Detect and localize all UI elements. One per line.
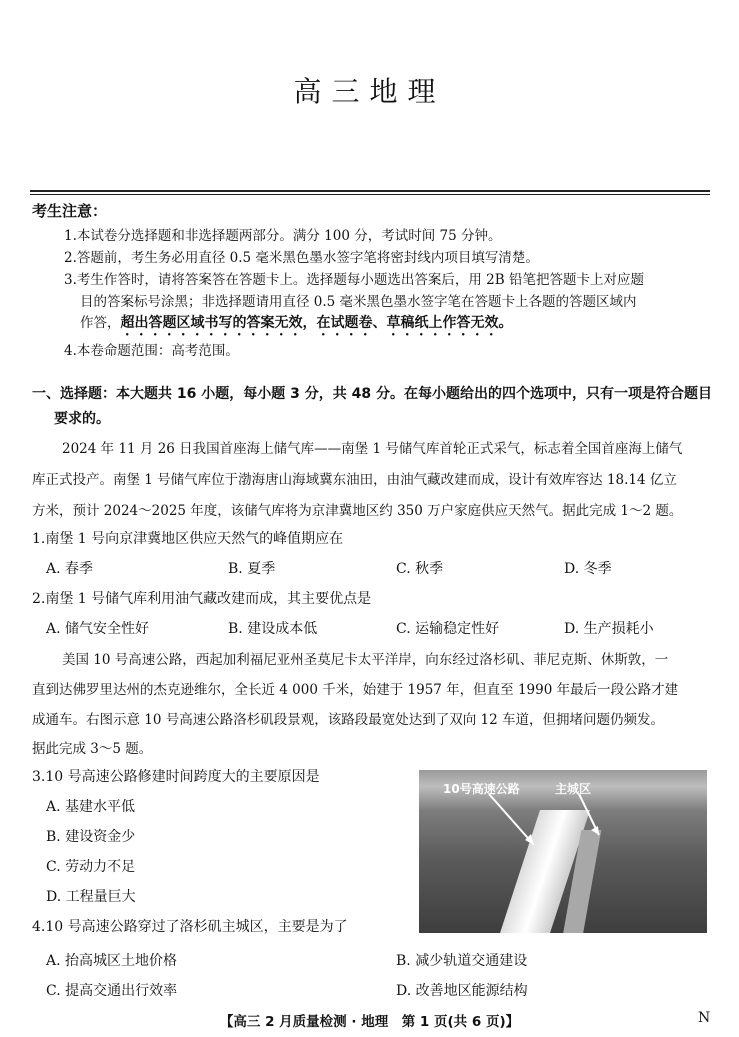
header-rule [30, 190, 710, 192]
passage-2-line-4: 据此完成 3～5 题。 [32, 741, 153, 757]
q2-option-b: B. 建设成本低 [228, 621, 318, 637]
notice-emphasis: 超出答题区域书写的答案无效，在试题卷、草稿纸上作答无效。 [120, 315, 513, 331]
passage-2-line-2: 直到达佛罗里达州的杰克逊维尔，全长近 4 000 千米，始建于 1957 年，但直至 1990 年最后一段公路才建 [32, 682, 679, 698]
q3-option-c: C. 劳动力不足 [46, 859, 136, 875]
q1-option-a: A. 春季 [46, 561, 94, 577]
q3-option-a: A. 基建水平低 [46, 799, 136, 815]
q4-option-a: A. 抬高城区土地价格 [46, 953, 178, 969]
notice-heading: 考生注意： [32, 202, 108, 220]
q3-option-d: D. 工程量巨大 [46, 889, 136, 905]
passage-2-line-1: 美国 10 号高速公路，西起加利福尼亚州圣莫尼卡太平洋岸，向东经过洛杉矶、菲尼克斯、休斯敦，一 [62, 652, 669, 668]
q3-option-b: B. 建设资金少 [46, 829, 136, 845]
q2-option-a: A. 储气安全性好 [46, 621, 150, 637]
notice-item-4: 4.本卷命题范围：高考范围。 [64, 343, 239, 359]
notice-item-3: 3.考生作答时，请将答案答在答题卡上。选择题每小题选出答案后，用 2B 铅笔把答题卡上对应题 [64, 272, 644, 288]
highway-aerial-photo [419, 770, 707, 933]
version-mark: N [698, 1010, 711, 1026]
q4-option-d: D. 改善地区能源结构 [396, 983, 528, 999]
question-1-stem: 1.南堡 1 号向京津冀地区供应天然气的峰值期应在 [32, 531, 344, 547]
page-title: 高三地理 [293, 75, 446, 108]
section-heading: 一、选择题：本大题共 16 小题，每小题 3 分，共 48 分。在每小题给出的四个选项中，只有一项是符合题目 [32, 386, 712, 402]
q1-option-c: C. 秋季 [396, 561, 444, 577]
section-heading-cont: 要求的。 [54, 411, 110, 427]
question-3-stem: 3.10 号高速公路修建时间跨度大的主要原因是 [32, 769, 320, 785]
passage-1-line-1: 2024 年 11 月 26 日我国首座海上储气库——南堡 1 号储气库首轮正式采气，标志着全国首座海上储气 [62, 441, 683, 457]
label-highway: 10号高速公路 [443, 782, 520, 796]
q4-option-c: C. 提高交通出行效率 [46, 983, 178, 999]
notice-item-1: 1.本试卷分选择题和非选择题两部分。满分 100 分，考试时间 75 分钟。 [64, 228, 502, 244]
passage-1-line-2: 库正式投产。南堡 1 号储气库位于渤海唐山海域冀东油田，由油气藏改建而成，设计有效库容达 18.14 亿立 [32, 472, 677, 488]
q2-option-c: C. 运输稳定性好 [396, 621, 500, 637]
question-4-stem: 4.10 号高速公路穿过了洛杉矶主城区，主要是为了 [32, 919, 348, 935]
page-footer: 【高三 2 月质量检测 · 地理 第 1 页(共 6 页)】 [219, 1014, 520, 1030]
notice-item-2: 2.答题前，考生务必用直径 0.5 毫米黑色墨水签字笔将密封线内项目填写清楚。 [64, 250, 539, 266]
passage-1-line-3: 方米，预计 2024～2025 年度，该储气库将为京津冀地区约 350 万户家庭供应天然气。据此完成 1～2 题。 [32, 503, 683, 519]
notice-item-3-cont: 目的答案标号涂黑；非选择题请用直径 0.5 毫米黑色墨水签字笔在答题卡上各题的答题区域内 [80, 294, 637, 310]
question-2-stem: 2.南堡 1 号储气库利用油气藏改建而成，其主要优点是 [32, 591, 372, 607]
label-city: 主城区 [555, 782, 592, 796]
q1-option-b: B. 夏季 [228, 561, 276, 577]
header-rule-thin [30, 194, 710, 195]
notice-item-3-end [80, 311, 513, 339]
passage-2-line-3: 成通车。右图示意 10 号高速公路洛杉矶段景观，该路段最宽处达到了双向 12 车道，但拥堵问题仍频发。 [32, 712, 665, 728]
q4-option-b: B. 减少轨道交通建设 [396, 953, 528, 969]
q2-option-d: D. 生产损耗小 [564, 621, 654, 637]
highway-arrow [489, 794, 534, 845]
q1-option-d: D. 冬季 [564, 561, 612, 577]
notice-item-3-tail: 作答， [80, 315, 121, 331]
